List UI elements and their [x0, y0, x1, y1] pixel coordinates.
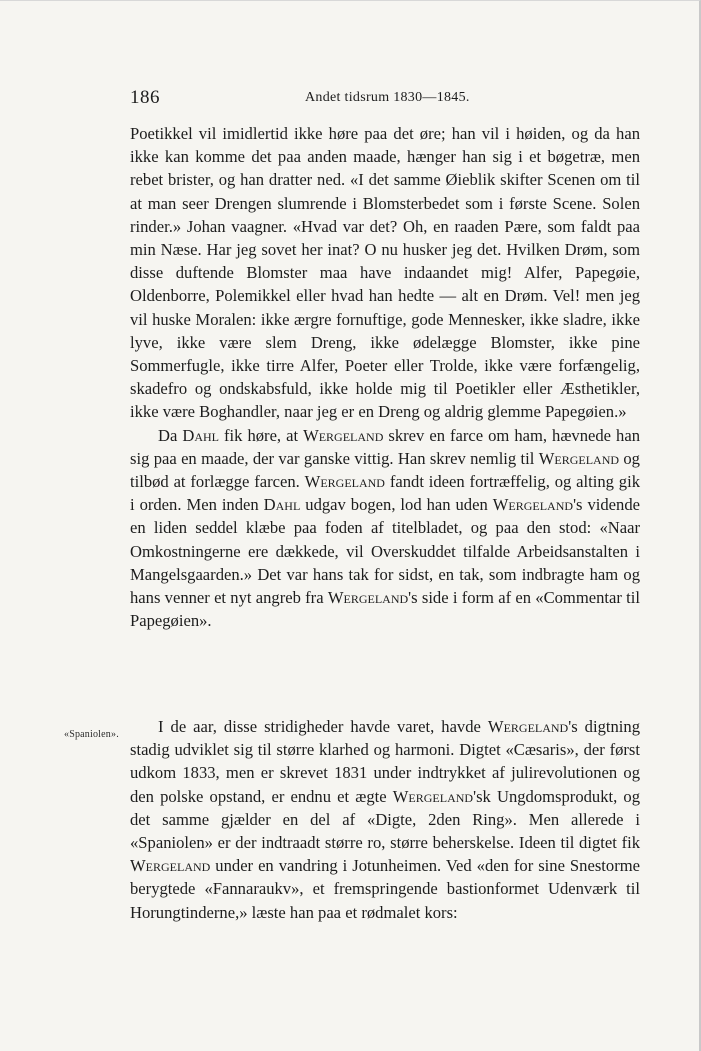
person-name-dahl: Dahl	[182, 425, 220, 445]
text-run: skrev en farce om ham, hævnede han sig paa en maade, der var ganske vittig. Han skrev nemlig til	[130, 425, 640, 468]
running-title: Andet tidsrum 1830—1845.	[305, 90, 470, 105]
paragraph-spaniolen	[130, 715, 640, 924]
text-run: fandt ideen fortræffelig, og alting gik i orden. Men inden	[130, 472, 640, 515]
person-name-wergeland: Wergeland	[492, 495, 574, 515]
person-name-wergeland: Wergeland	[327, 588, 409, 608]
text-block-upper	[130, 122, 640, 632]
page-number: 186	[130, 87, 160, 108]
text-block-lower	[130, 715, 640, 924]
text-run: fik høre, at	[219, 425, 304, 445]
person-name-wergeland: Wergeland	[487, 717, 569, 736]
text-run: I de aar, disse stridigheder havde varet, havde	[158, 717, 488, 736]
text-run: Da	[158, 425, 183, 445]
person-name-wergeland: Wergeland	[392, 786, 474, 806]
person-name-wergeland: Wergeland	[304, 472, 385, 492]
paragraph-farce-ending: Poetikkel vil imidlertid ikke høre paa det øre; han vil i høiden, og da han ikke kan komme det paa anden maade, hænger han sig i et bøgetræ, men rebet brister, og han dratter ned. «I det samme Øieblik skifter Scenen om til at man seer Drengen slumrende i Blomsterbedet som i første Scene. Solen rinder.» Johan vaagner. «Hvad var det? Oh, en raaden Pære, som faldt paa min Næse. Har jeg sovet her inat? O nu husker jeg det. Hvilken Drøm, som disse duftende Blomster maa have indaandet mig! Alfer, Papegøie, Oldenborre, Polemikkel eller hvad han hedte — alt en Drøm. Vel! men jeg vil huske Moralen: ikke ærgre fornuftige, gode Mennesker, ikke sladre, ikke lyve, ikke være slem Dreng, ikke ødelægge Blomster, ikke pine Sommerfugle, ikke tirre Alfer, Poeter eller Trolde, ikke være forfængelig, skadefro og ondskabsfuld, ikke holde mig til Poetikler eller Æsthetikler, ikke være Boghandler, naar jeg er en Dreng og aldrig glemme Papegøien.»	[130, 124, 640, 422]
paragraph-dahl-revenge	[130, 424, 640, 633]
text-run: 's vidende en liden seddel klæbe paa foden af titelbladet, og paa den stod: «Naar Omkostningerne ere dækkede, vil Overskuddet tilfalde Arbeidsanstalten i Mangelsgaarden.» Det var hans tak for sidst, en tak, som indbragte ham og hans venner et nyt angreb fra	[130, 495, 640, 608]
marginal-note-spaniolen: «Spaniolen».	[64, 729, 119, 740]
text-run: 's side i form af en «Commentar til Papegøien».	[130, 588, 640, 631]
text-run: udgav bogen, lod han uden	[300, 495, 493, 515]
running-head	[130, 87, 640, 111]
person-name-dahl: Dahl	[263, 495, 301, 515]
text-run: 'sk Ungdomsprodukt, og det samme gjælder en del af «Digte, 2den Ring». Men allerede i «Spaniolen» er der indtraadt større ro, større beherskelse. Ideen til digtet fik	[130, 786, 640, 853]
text-run: og tilbød at forlægge farcen.	[130, 448, 640, 492]
person-name-wergeland: Wergeland	[303, 425, 384, 445]
person-name-wergeland: Wergeland	[130, 856, 211, 876]
text-run: 's digtning stadig udviklet sig til større klarhed og harmoni. Digtet «Cæsaris», der først udkom 1833, men er skrevet 1831 under indtrykket af julirevolutionen og den polske opstand, er endnu et ægte	[130, 717, 640, 806]
text-run: under en vandring i Jotunheimen. Ved «den for sine Snestorme berygtede «Fannaraukv», et fremspringende bastionformet Udenværk til Horungtinderne,» læste han paa et rødmalet kors:	[130, 856, 640, 922]
person-name-wergeland: Wergeland	[538, 448, 620, 468]
